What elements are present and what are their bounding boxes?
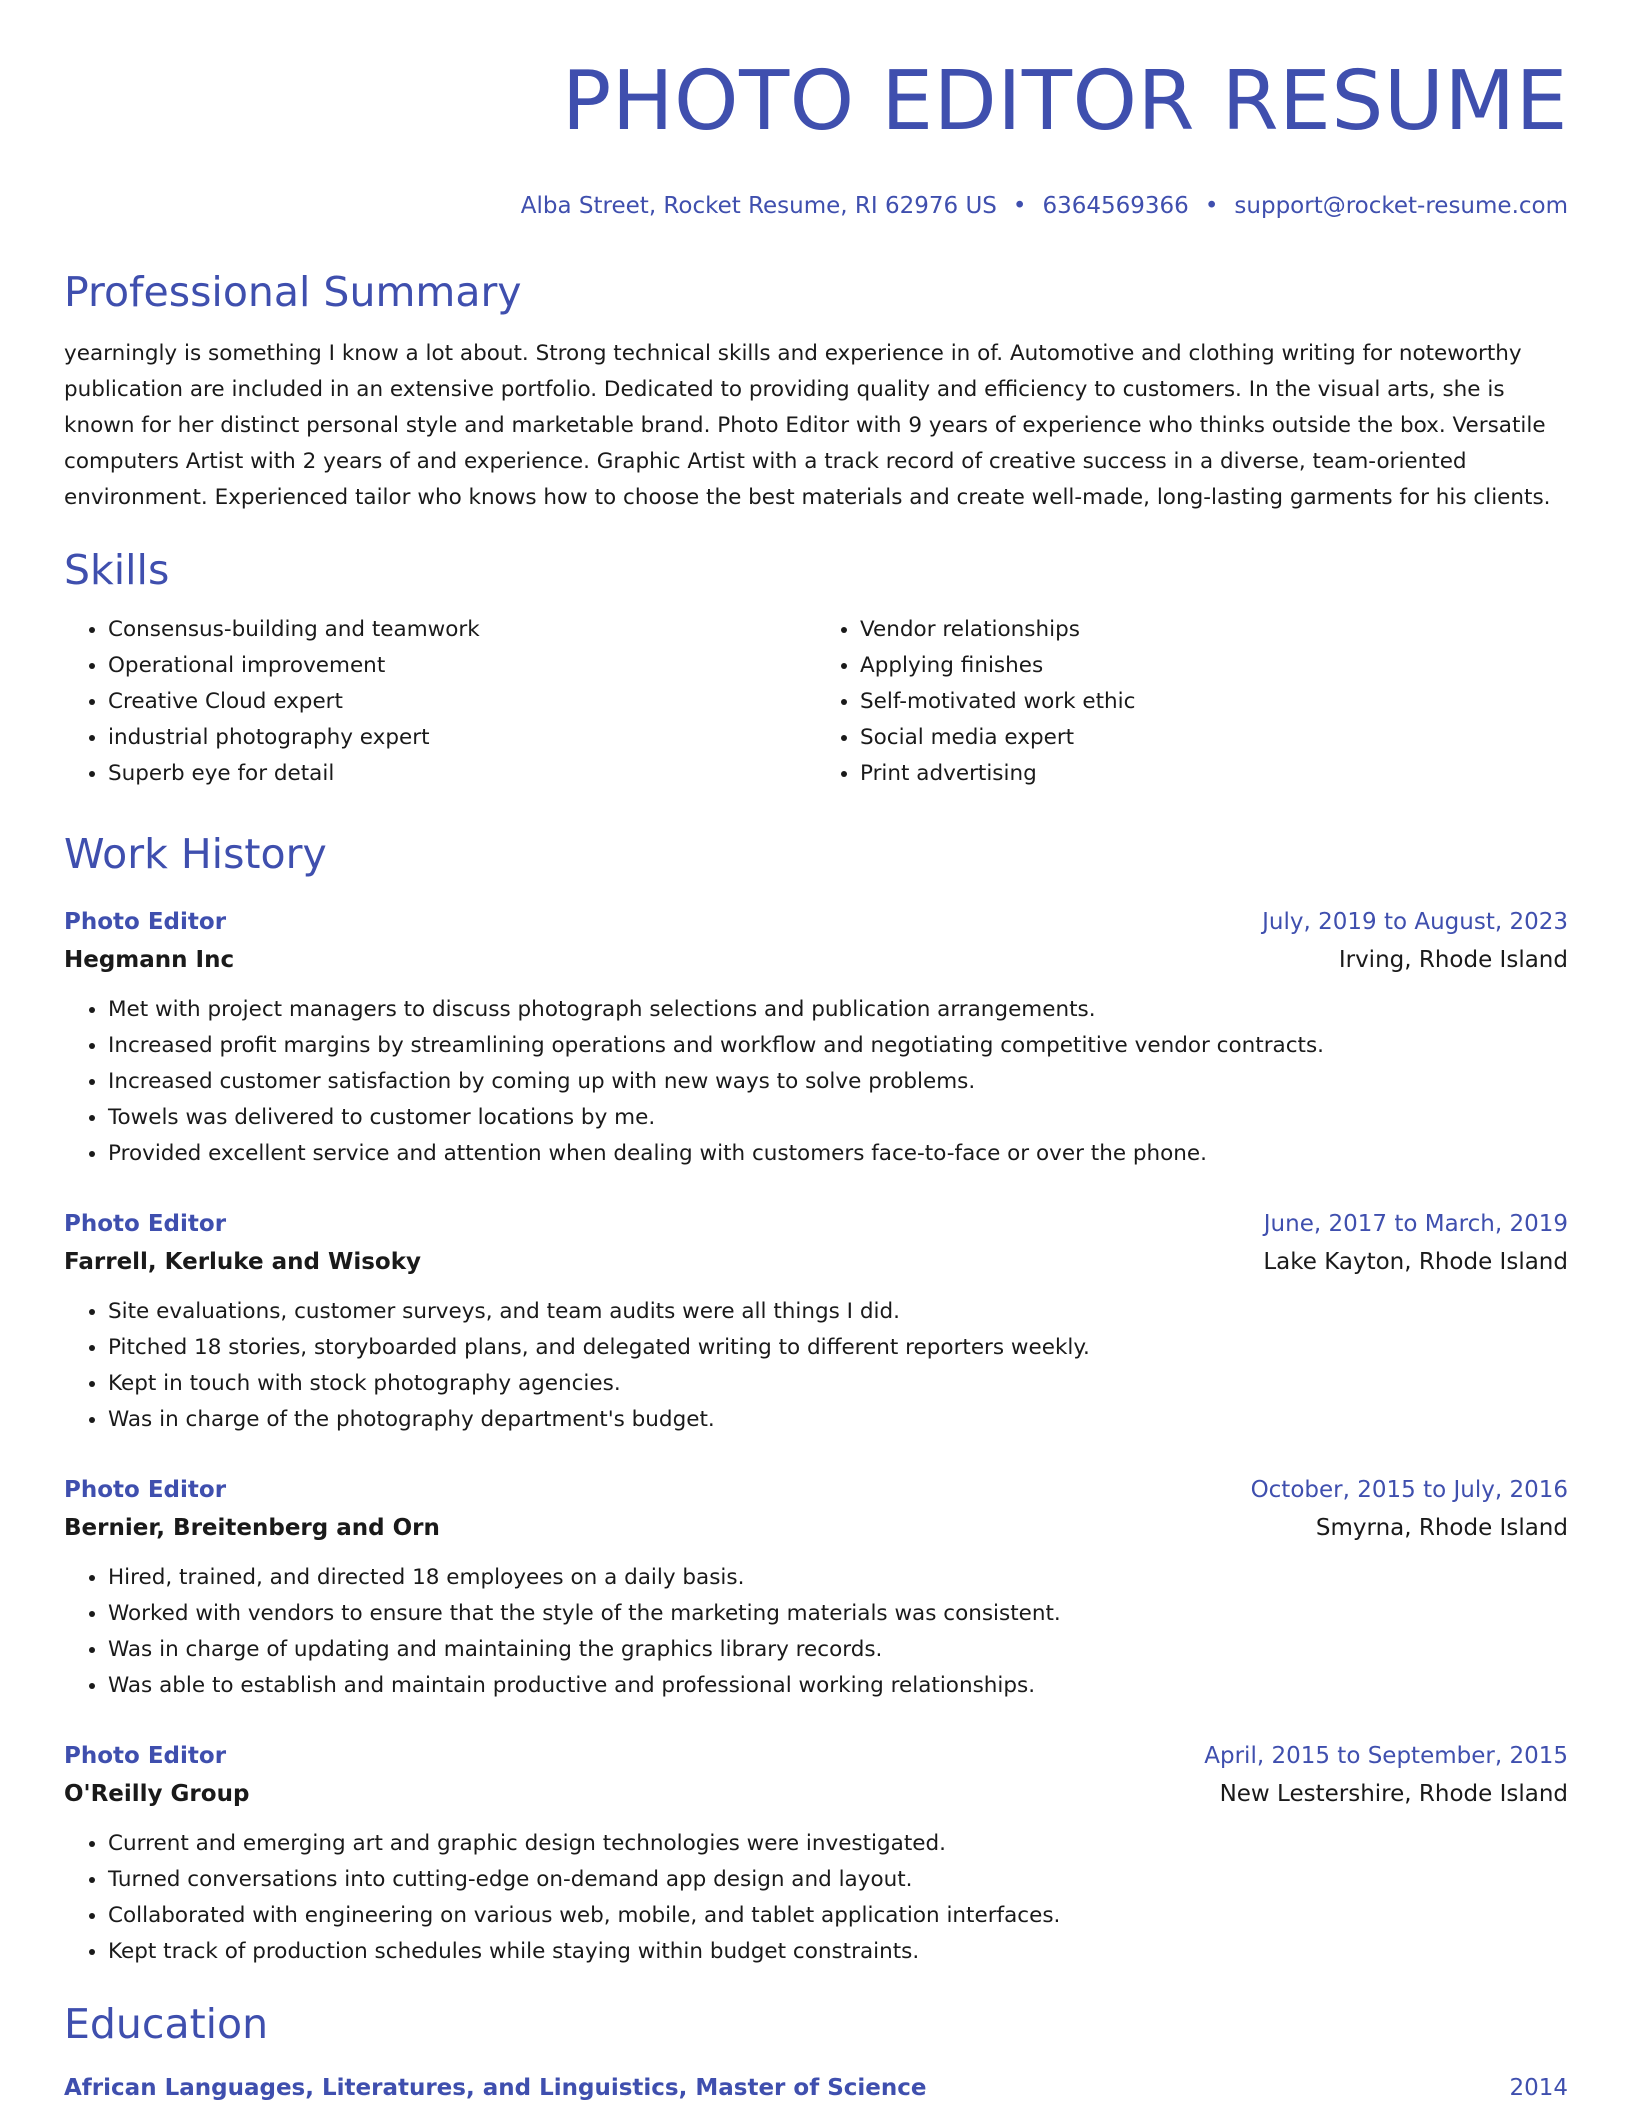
skills-right-column bbox=[816, 612, 1568, 792]
skill-item: • Vendor relationships bbox=[860, 612, 1568, 648]
job-bullet: • Was in charge of the photography department's budget. bbox=[108, 1402, 1568, 1438]
education-entry bbox=[64, 2070, 1568, 2106]
skill-item: • Print advertising bbox=[860, 756, 1568, 792]
skill-item: • Superb eye for detail bbox=[108, 756, 816, 792]
work-history-heading: Work History bbox=[64, 830, 327, 878]
job-entry bbox=[64, 1472, 1568, 1704]
skill-item: • Operational improvement bbox=[108, 648, 816, 684]
skills-heading: Skills bbox=[64, 546, 170, 594]
email-link[interactable]: support@rocket-resume.com bbox=[1234, 193, 1568, 219]
job-entry bbox=[64, 904, 1568, 1172]
job-bullets bbox=[64, 1826, 1568, 1970]
job-bullet: • Met with project managers to discuss photograph selections and publication arrangements. bbox=[108, 992, 1568, 1028]
summary-heading: Professional Summary bbox=[64, 268, 522, 316]
skill-item: • Self-motivated work ethic bbox=[860, 684, 1568, 720]
skill-item: • Social media expert bbox=[860, 720, 1568, 756]
summary-text: yearningly is something I know a lot about. Strong technical skills and experience in of. Automotive and clothing writing for noteworthy publication are included in an extensive portfolio. Dedicated to providing quality and efficiency to customers. In the visual arts, she is known for her distinct personal style and marketable brand. Photo Editor with 9 years of experience who thinks outside the box. Versatile computers Artist with 2 years of and experience. Graphic Artist with a track record of creative success in a diverse, team-oriented environment. Experienced tailor who knows how to choose the best materials and create well-made, long-lasting garments for his clients. bbox=[64, 341, 1551, 510]
address: Alba Street, Rocket Resume, RI 62976 US bbox=[520, 193, 997, 219]
job-location: New Lestershire, Rhode Island bbox=[1219, 1781, 1568, 1807]
education-heading: Education bbox=[64, 2000, 269, 2048]
job-bullet: • Was able to establish and maintain productive and professional working relationships. bbox=[108, 1668, 1568, 1704]
job-dates: October, 2015 to July, 2016 bbox=[1250, 1477, 1568, 1503]
skill-item: • Consensus-building and teamwork bbox=[108, 612, 816, 648]
skills-list bbox=[64, 612, 1568, 792]
skills-left-column bbox=[64, 612, 816, 792]
job-role: Photo Editor bbox=[64, 909, 227, 935]
job-dates: April, 2015 to September, 2015 bbox=[1204, 1743, 1568, 1769]
job-bullet: • Hired, trained, and directed 18 employees on a daily basis. bbox=[108, 1560, 1568, 1596]
job-bullet: • Increased profit margins by streamlining operations and workflow and negotiating competitive vendor contracts. bbox=[108, 1028, 1568, 1064]
skill-item: • Creative Cloud expert bbox=[108, 684, 816, 720]
job-bullets bbox=[64, 1294, 1568, 1438]
job-role: Photo Editor bbox=[64, 1477, 227, 1503]
job-location: Smyrna, Rhode Island bbox=[1315, 1515, 1568, 1541]
contact-line bbox=[64, 190, 1568, 222]
job-location: Irving, Rhode Island bbox=[1338, 947, 1568, 973]
phone: 6364569366 bbox=[1042, 193, 1189, 219]
job-bullet: • Turned conversations into cutting-edge on-demand app design and layout. bbox=[108, 1862, 1568, 1898]
job-company: Farrell, Kerluke and Wisoky bbox=[64, 1249, 421, 1275]
job-company: Bernier, Breitenberg and Orn bbox=[64, 1515, 440, 1541]
resume-page bbox=[64, 0, 1568, 2106]
job-role: Photo Editor bbox=[64, 1211, 227, 1237]
job-dates: June, 2017 to March, 2019 bbox=[1263, 1211, 1568, 1237]
job-bullet: • Collaborated with engineering on various web, mobile, and tablet application interfaces. bbox=[108, 1898, 1568, 1934]
job-bullet: • Worked with vendors to ensure that the style of the marketing materials was consistent. bbox=[108, 1596, 1568, 1632]
education-degree: African Languages, Literatures, and Linguistics, Master of Science bbox=[64, 2075, 927, 2101]
job-bullet: • Towels was delivered to customer locations by me. bbox=[108, 1100, 1568, 1136]
separator-dot: • bbox=[1204, 193, 1219, 219]
job-entry bbox=[64, 1206, 1568, 1438]
skill-item: • industrial photography expert bbox=[108, 720, 816, 756]
job-bullet: • Provided excellent service and attention when dealing with customers face-to-face or over the phone. bbox=[108, 1136, 1568, 1172]
job-location: Lake Kayton, Rhode Island bbox=[1263, 1249, 1568, 1275]
job-bullet: • Kept in touch with stock photography agencies. bbox=[108, 1366, 1568, 1402]
job-bullet: • Current and emerging art and graphic design technologies were investigated. bbox=[108, 1826, 1568, 1862]
job-company: Hegmann Inc bbox=[64, 947, 235, 973]
job-bullet: • Pitched 18 stories, storyboarded plans, and delegated writing to different reporters weekly. bbox=[108, 1330, 1568, 1366]
job-role: Photo Editor bbox=[64, 1743, 227, 1769]
job-bullet: • Increased customer satisfaction by coming up with new ways to solve problems. bbox=[108, 1064, 1568, 1100]
job-bullet: • Was in charge of updating and maintaining the graphics library records. bbox=[108, 1632, 1568, 1668]
job-bullet: • Site evaluations, customer surveys, and team audits were all things I did. bbox=[108, 1294, 1568, 1330]
resume-title: PHOTO EDITOR RESUME bbox=[561, 54, 1568, 149]
skill-item: • Applying finishes bbox=[860, 648, 1568, 684]
job-company: O'Reilly Group bbox=[64, 1781, 250, 1807]
job-dates: July, 2019 to August, 2023 bbox=[1262, 909, 1568, 935]
job-entry bbox=[64, 1738, 1568, 1970]
education-year: 2014 bbox=[1509, 2075, 1568, 2101]
job-bullet: • Kept track of production schedules while staying within budget constraints. bbox=[108, 1934, 1568, 1970]
separator-dot: • bbox=[1012, 193, 1027, 219]
job-bullets bbox=[64, 1560, 1568, 1704]
job-bullets bbox=[64, 992, 1568, 1172]
